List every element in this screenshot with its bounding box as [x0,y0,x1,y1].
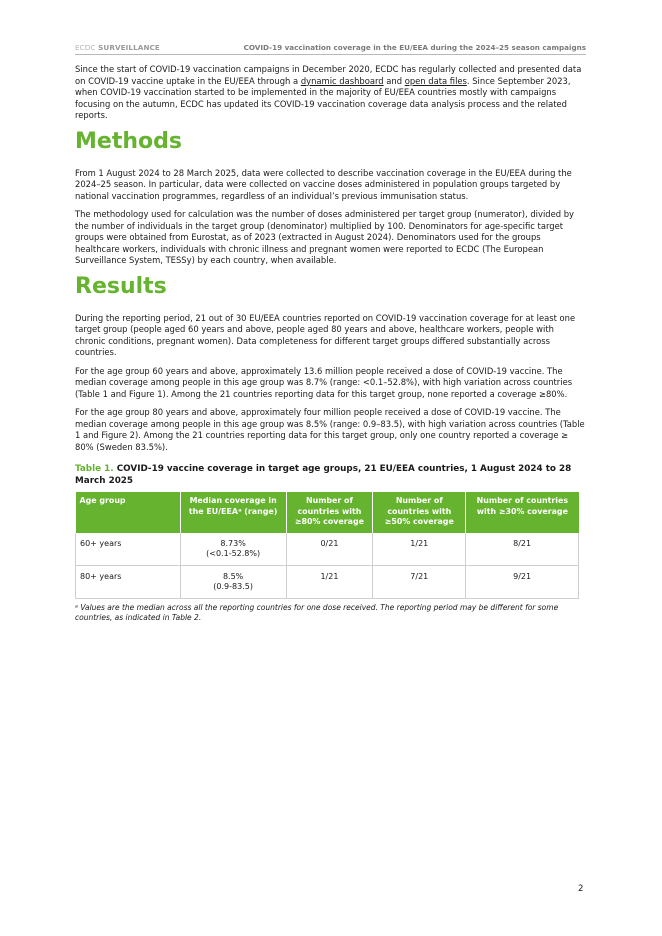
table-number: Table 1. [75,464,114,474]
methods-paragraph-1: From 1 August 2024 to 28 March 2025, data were collected to describe vaccination coverage in the EU/EEA during the 2024–25 season. In particular, data were collected on vaccine doses administered in population groups targeted by national vaccination programmes, regardless of an individual’s previous immunisation status. [75,167,572,201]
table-row [76,533,579,566]
table-footnote: ᵃ Values are the median across all the reporting countries for one dose received. The reporting period may be different for some countries, as indicated in Table 2. [75,602,559,622]
cell-countries-50: 7/21 [373,565,466,598]
page-number: 2 [578,884,584,894]
cell-countries-50: 1/21 [373,533,466,566]
header-brand [75,43,160,52]
cell-median-range: (<0.1-52.8%) [206,549,261,558]
header-surveillance: SURVEILLANCE [98,43,160,52]
cell-median-value: 8.5% [222,571,244,581]
cell-countries-80: 0/21 [286,533,373,566]
table-row [76,565,579,598]
results-paragraph-2: For the age group 60 years and above, approximately 13.6 million people received a dose of COVID-19 vaccine. The median coverage among people in this age group was 8.7% (range: <0.1–52.8%), with high variation across countries (Table 1 and Figure 1). Among the 21 countries reporting data for this target group, none reported a coverage ≥80%. [75,365,573,399]
cell-countries-30: 9/21 [466,565,579,598]
page-header [75,42,586,55]
intro-paragraph [75,64,586,122]
header-age-group: Age group [76,492,181,533]
dynamic-dashboard-link[interactable]: dynamic dashboard [300,75,384,86]
table-header-row [76,492,579,533]
cell-median [180,533,286,566]
results-heading: Results [75,273,167,299]
open-data-files-link[interactable]: open data files [404,75,467,86]
intro-part3: . Since September 2023, when COVID-19 vaccination started to be implemented in the majority of EU/EEA countries mostly with campaigns focusing on the autumn, ECDC has updated its COVID-19 vaccination coverage data analysis process and the related reports. [75,75,571,120]
table-caption [75,464,586,487]
header-countries-80: Number of countries with ≥80% coverage [286,492,373,533]
intro-part2: and [383,75,405,86]
coverage-table [75,492,579,599]
cell-median-range: (0.9-83.5) [213,582,253,591]
cell-age-group: 80+ years [76,565,181,598]
header-countries-50: Number of countries with ≥50% coverage [373,492,466,533]
cell-countries-80: 1/21 [286,565,373,598]
header-ecdc: ECDC [75,43,96,52]
header-countries-30: Number of countries with ≥30% coverage [466,492,579,533]
table-caption-text: COVID-19 vaccine coverage in target age groups, 21 EU/EEA countries, 1 August 2024 to 28 March 2025 [75,464,572,486]
results-paragraph-1: During the reporting period, 21 out of 30 EU/EEA countries reported on COVID-19 vaccination coverage for at least one target group (people aged 60 years and above, people aged 80 years and above, healthcare workers, people with chronic conditions, pregnant women). Data completeness for different target groups differed substantially across countries. [75,312,576,357]
cell-countries-30: 8/21 [466,533,579,566]
document-body [75,64,586,624]
cell-age-group: 60+ years [76,533,181,566]
intro-part1: Since the start of COVID-19 vaccination campaigns in December 2020, ECDC has regularly collected and presented data on COVID-19 vaccine uptake in the EU/EEA through a [75,64,582,86]
header-title: COVID-19 vaccination coverage in the EU/EEA during the 2024–25 season campaigns [243,43,586,52]
cell-median [180,565,286,598]
cell-median-value: 8.73% [220,538,246,548]
header-median-coverage: Median coverage in the EU/EEAᵃ (range) [180,492,286,533]
methods-paragraph-2: The methodology used for calculation was the number of doses administered per target group (numerator), divided by the number of individuals in the target group (denominator) multiplied by 100. Denominators for age-specific target groups were obtained from Eurostat, as of 2023 (extracted in August 2024). Denominators used for the groups healthcare workers, individuals with chronic illness and pregnant women were reported to ECDC (The European Surveillance System, TESSy) by each country, when available. [75,209,574,265]
methods-heading: Methods [75,128,182,154]
results-paragraph-3: For the age group 80 years and above, approximately four million people received a dose of COVID-19 vaccine. The median coverage among people in this age group was 8.5% (range: 0.9–83.5), with high variation across countries (Table 1 and Figure 2). Among the 21 countries reporting data for this target group, only one country reported a coverage ≥ 80% (Sweden 83.5%). [75,407,585,452]
